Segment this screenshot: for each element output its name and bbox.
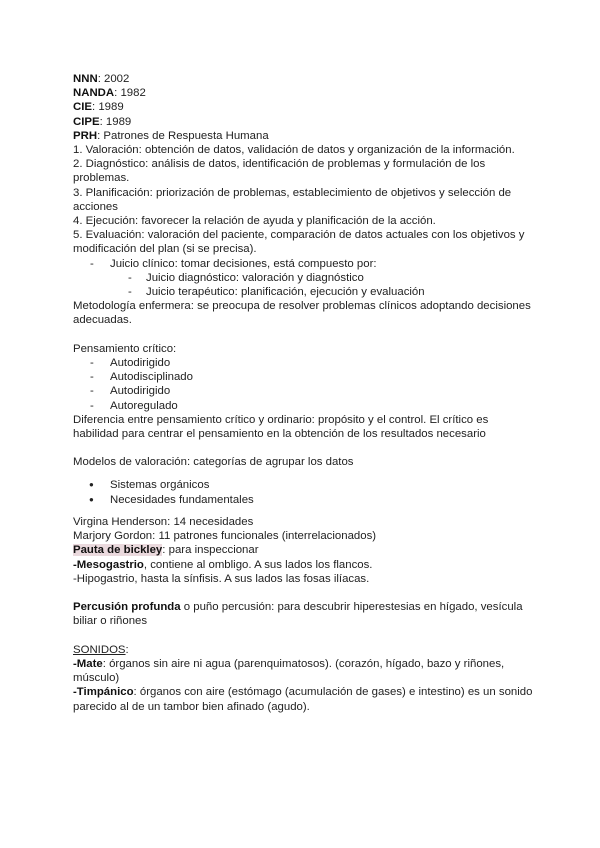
list-item: - Autodirigido xyxy=(73,384,533,398)
percusion: Percusión profunda o puño percusión: para descubrir hiperestesias en hígado, vesícula biliar o riñones xyxy=(73,601,523,628)
cie-line: CIE: 1989 xyxy=(73,101,124,114)
sonido-mate: -Mate: órganos sin aire ni agua (parenquimatosos). (corazón, hígado, bazo y riñones, músculo) xyxy=(73,658,505,685)
modelos-list xyxy=(73,478,533,507)
list-item: ● Necesidades fundamentales xyxy=(73,493,533,507)
modelos-title: Modelos de valoración: categorías de agrupar los datos xyxy=(73,456,354,469)
pensamiento-title: Pensamiento crítico: xyxy=(73,342,177,355)
juicio-sub-list xyxy=(73,271,533,299)
prh-line: PRH: Patrones de Respuesta Humana xyxy=(73,129,269,142)
list-item: - Autodirigido xyxy=(73,356,533,370)
mesogastrio: -Mesogastrio, contiene al ombligo. A sus lados los flancos. xyxy=(73,558,373,571)
nanda-line: NANDA: 1982 xyxy=(73,87,146,100)
sonidos-title: SONIDOS: xyxy=(73,643,129,656)
nnn-line: NNN: 2002 xyxy=(73,73,130,85)
notes-content xyxy=(73,72,533,714)
step-4: 4. Ejecución: favorecer la relación de ayuda y planificación de la acción. xyxy=(73,215,436,228)
list-item: - Autodisciplinado xyxy=(73,370,533,384)
step-1: 1. Valoración: obtención de datos, validación de datos y organización de la información. xyxy=(73,144,515,157)
step-2: 2. Diagnóstico: análisis de datos, identificación de problemas y formulación de los problemas. xyxy=(73,158,486,185)
list-item: - Autoregulado xyxy=(73,399,533,413)
hipogastrio: -Hipogastrio, hasta la sínfisis. A sus lados las fosas ilíacas. xyxy=(73,572,370,585)
juicio-main: - Juicio clínico: tomar decisiones, está compuesto por: xyxy=(73,257,533,271)
step-5: 5. Evaluación: valoración del paciente, comparación de datos actuales con los objetivos y modificación del plan (si se precisa). xyxy=(73,229,525,256)
step-3: 3. Planificación: priorización de problemas, establecimiento de objetivos y selección de acciones xyxy=(73,186,512,213)
list-item: ● Sistemas orgánicos xyxy=(73,478,533,492)
metodologia: Metodología enfermera: se preocupa de resolver problemas clínicos adoptando decisiones adecuadas. xyxy=(73,300,531,327)
pensamiento-list xyxy=(73,356,533,413)
juicio-list xyxy=(73,257,533,271)
juicio-sub-item: - Juicio diagnóstico: valoración y diagnóstico xyxy=(73,271,533,285)
juicio-sub-item: - Juicio terapéutico: planificación, ejecución y evaluación xyxy=(73,285,533,299)
diferencia: Diferencia entre pensamiento crítico y ordinario: propósito y el control. El crítico es habilidad para centrar el pensamiento en la obtención de los resultados necesario xyxy=(73,413,489,441)
pauta: Pauta de bickley: para inspeccionar xyxy=(73,544,259,557)
cipe-line: CIPE: 1989 xyxy=(73,115,132,128)
sonido-timpanico: -Timpánico: órganos con aire (estómago (acumulación de gases) e intestino) es un sonido parecido al de un tambor bien afinado (agudo). xyxy=(73,686,533,713)
henderson: Virgina Henderson: 14 necesidades xyxy=(73,516,254,529)
gordon: Marjory Gordon: 11 patrones funcionales (interrelacionados) xyxy=(73,530,377,543)
